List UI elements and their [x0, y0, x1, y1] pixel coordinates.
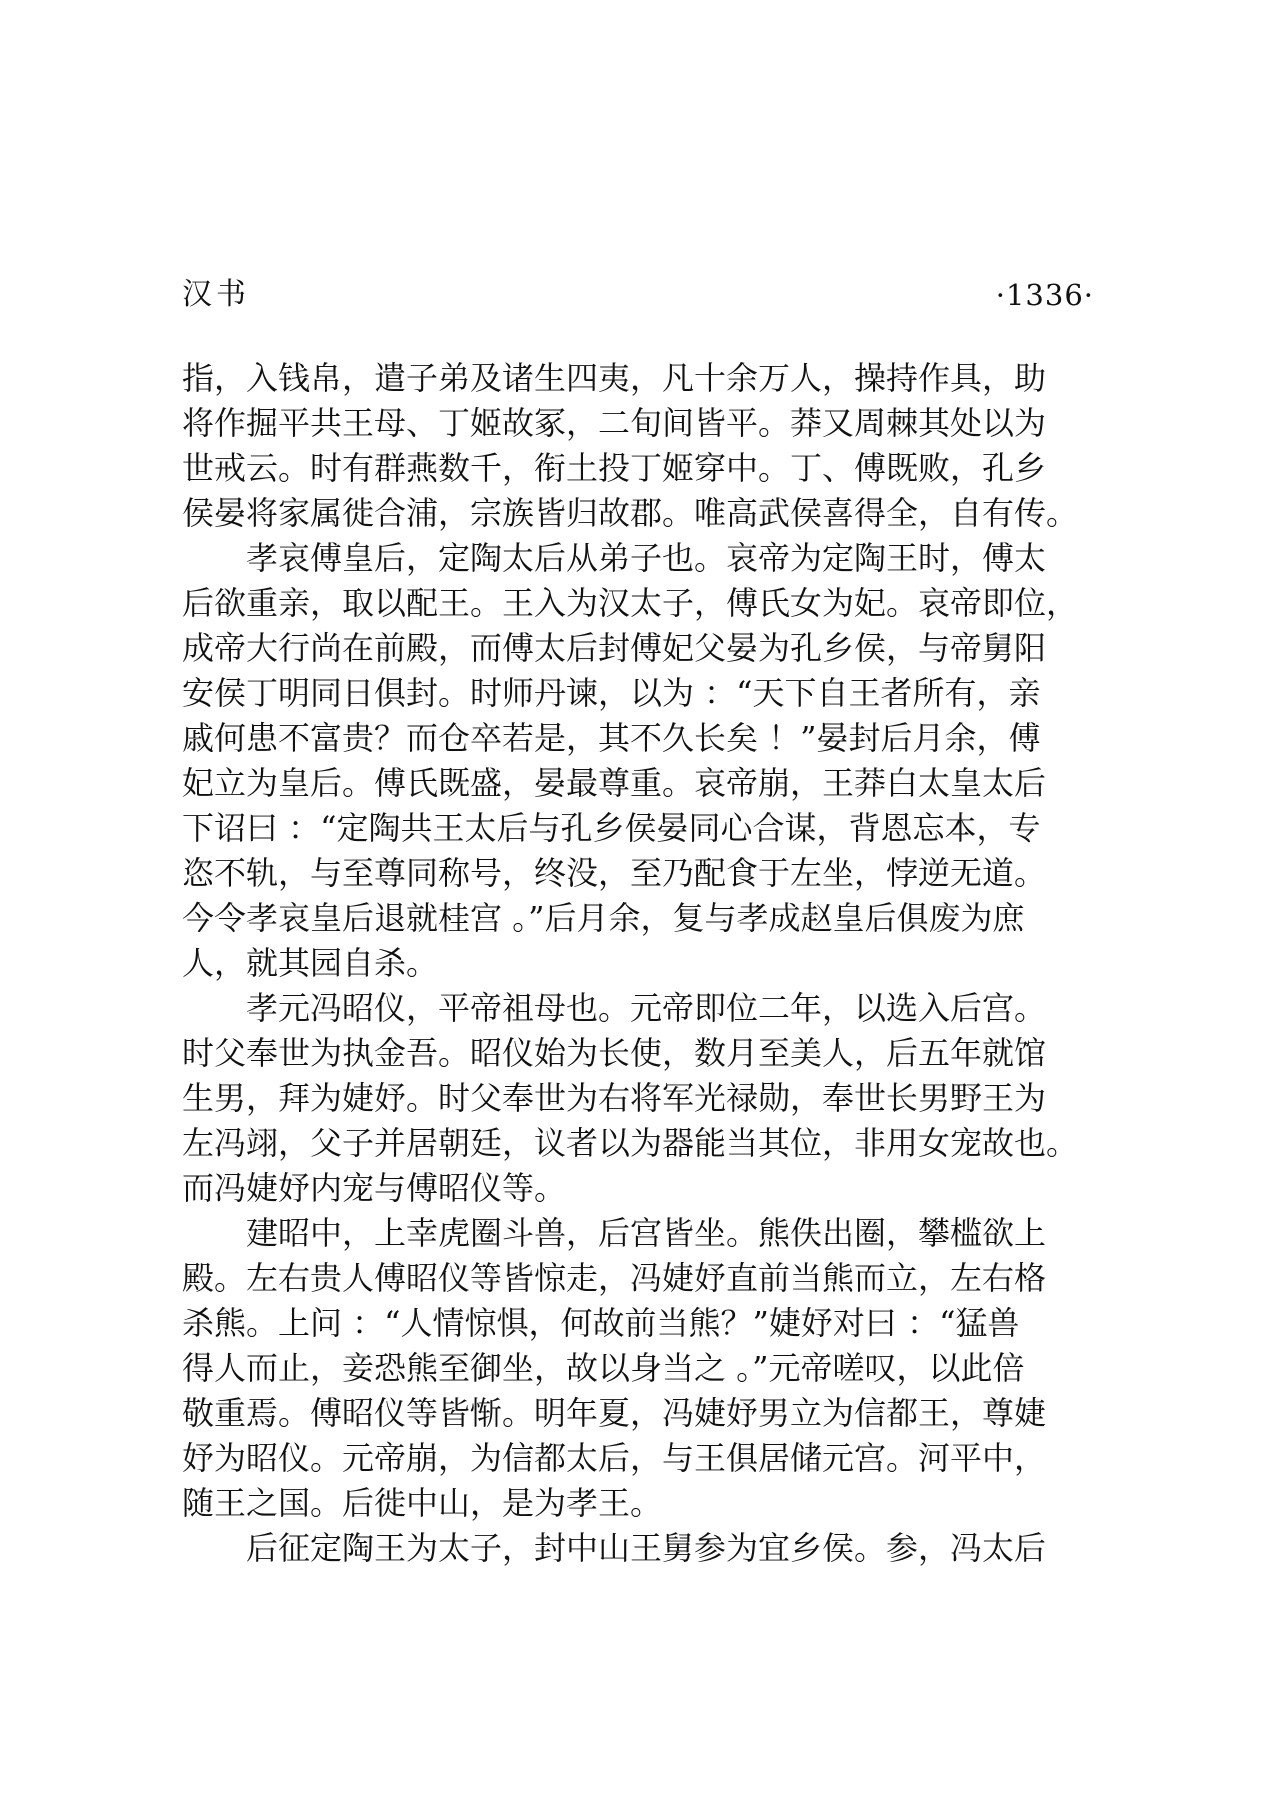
text-line: 左冯翊，父子并居朝廷，议者以为器能当其位，非用女宠故也。 — [182, 1124, 1079, 1162]
paragraph-start-line: 孝哀傅皇后，定陶太后从弟子也。哀帝为定陶王时，傅太 — [246, 539, 1047, 577]
text-line: 殿。左右贵人傅昭仪等皆惊走，冯婕妤直前当熊而立，左右格 — [182, 1259, 1047, 1297]
text-line: 敬重焉。傅昭仪等皆惭。明年夏，冯婕妤男立为信都王，尊婕 — [182, 1394, 1047, 1432]
paragraph-start-line: 孝元冯昭仪，平帝祖母也。元帝即位二年，以选入后宫。 — [246, 989, 1047, 1027]
text-line: 侯晏将家属徙合浦，宗族皆归故郡。唯高武侯喜得全，自有传。 — [182, 494, 1079, 532]
text-line: 戚何患不富贵？而仓卒若是，其不久长矣 ！”晏封后月余，傅 — [182, 719, 1041, 757]
text-line: 后欲重亲，取以配王。王入为汉太子，傅氏女为妃。哀帝即位， — [182, 584, 1079, 622]
text-line: 指，入钱帛，遣子弟及诸生四夷，凡十余万人，操持作具，助 — [182, 359, 1047, 397]
text-line: 随王之国。后徙中山，是为孝王。 — [182, 1484, 663, 1522]
book-title: 汉书 — [182, 277, 250, 312]
text-line: 生男，拜为婕妤。时父奉世为右将军光禄勋，奉世长男野王为 — [182, 1079, 1047, 1117]
text-line: 杀熊。上问 ：“人情惊惧，何故前当熊？”婕妤对曰 ：“猛兽 — [182, 1304, 1020, 1342]
text-line: 下诏曰 ：“定陶共王太后与孔乡侯晏同心合谋，背恩忘本，专 — [182, 809, 1041, 847]
text-line: 今令孝哀皇后退就桂宫 。”后月余，复与孝成赵皇后俱废为庶 — [182, 899, 1025, 937]
page-header — [182, 272, 1094, 318]
text-line: 得人而止，妾恐熊至御坐，故以身当之 。”元帝嗟叹，以此倍 — [182, 1349, 1025, 1387]
text-line: 人，就其园自杀。 — [182, 944, 439, 982]
text-line: 安侯丁明同日俱封。时师丹谏，以为 ：“天下自王者所有，亲 — [182, 674, 1041, 712]
text-line: 恣不轨，与至尊同称号，终没，至乃配食于左坐，悖逆无道。 — [182, 854, 1047, 892]
paragraph-start-line: 后征定陶王为太子，封中山王舅参为宜乡侯。参，冯太后 — [246, 1529, 1047, 1567]
paragraph-start-line: 建昭中，上幸虎圈斗兽，后宫皆坐。熊佚出圈，攀槛欲上 — [246, 1214, 1047, 1252]
text-line: 而冯婕妤内宠与傅昭仪等。 — [182, 1169, 567, 1207]
text-line: 将作掘平共王母、丁姬故冢，二旬间皆平。莽又周棘其处以为 — [182, 404, 1047, 442]
text-line: 妤为昭仪。元帝崩，为信都太后，与王俱居储元宫。河平中， — [182, 1439, 1047, 1477]
text-line: 时父奉世为执金吾。昭仪始为长使，数月至美人，后五年就馆 — [182, 1034, 1047, 1072]
text-line: 世戒云。时有群燕数千，衔土投丁姬穿中。丁、傅既败，孔乡 — [182, 449, 1047, 487]
page-number: ·1336· — [995, 278, 1094, 312]
text-line: 成帝大行尚在前殿，而傅太后封傅妃父晏为孔乡侯，与帝舅阳 — [182, 629, 1047, 667]
text-line: 妃立为皇后。傅氏既盛，晏最尊重。哀帝崩，王莽白太皇太后 — [182, 764, 1047, 802]
